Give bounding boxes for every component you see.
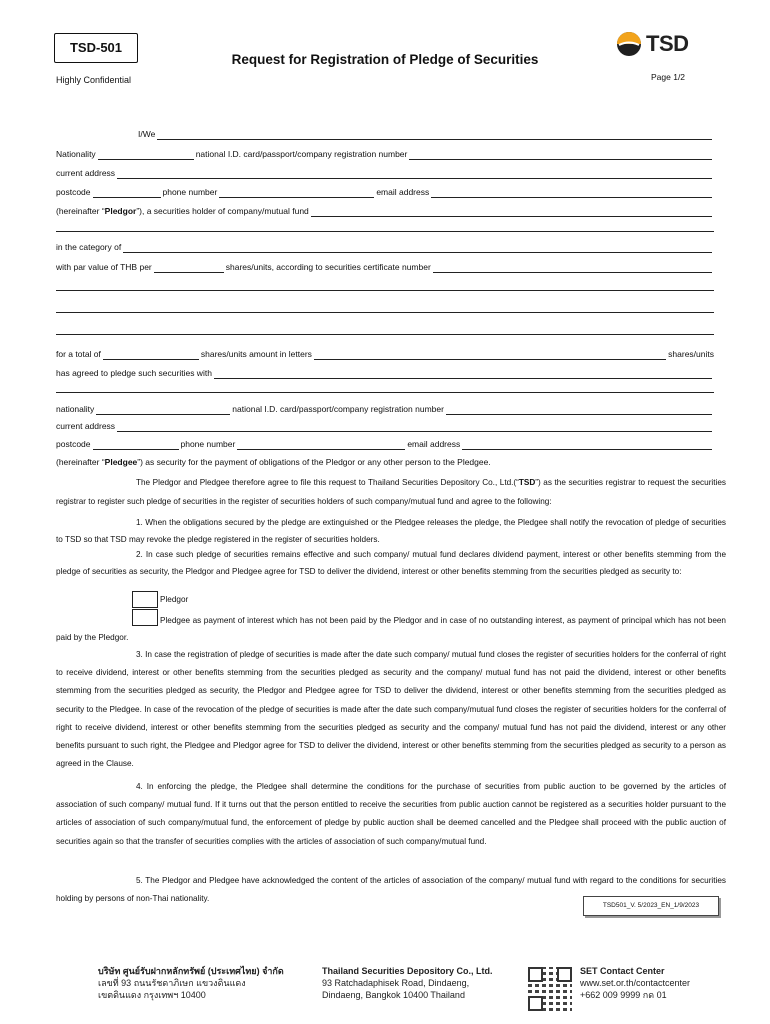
clause-1: 1. When the obligations secured by the pledge are extinguished or the Pledgee releases the pledge, the Pledgee shall notify the revocation of pledge of securities to TSD so that TSD may revoke the pledge registered in the register of securities holders. <box>56 518 726 544</box>
pledgee-hereinafter-prefix: (hereinafter “ <box>56 457 105 467</box>
certificate-line-2[interactable] <box>56 312 714 313</box>
qr-code-icon <box>528 967 572 1011</box>
nationality-field[interactable] <box>98 150 194 160</box>
shares-units-label: shares/units <box>668 349 714 359</box>
clause-4: 4. In enforcing the pledge, the Pledgee shall determine the conditions for the purchase of securities from public auction to be governed by the articles of association of such company/ mutual fund. If it turns out that the person entitled to receive the securities from public auction cannot be registered as a securities holder pursuant to the articles of association of such company/mutual fund, the enforcement of pledge by public auction shall be deemed cancelled and the Pledgee shall proceed with the public auction of securities again so that the transfer of securities complies with the articles of association of such company/mutual fund. <box>56 782 726 846</box>
certificate-number-field[interactable] <box>433 263 712 273</box>
clause-2: 2. In case such pledge of securities remains effective and such company/ mutual fund declares dividend payment, interest or other benefits stemming from the pledge of securities as security, the Pledgor and Pledgee agree for TSD to deliver the dividend, interest or other benefits stemming from the securities pledged as security to: <box>56 550 726 576</box>
agreed-label: has agreed to pledge such securities with <box>56 368 212 378</box>
pledgee-national-id-field[interactable] <box>446 405 712 415</box>
pledgee-national-id-label: national I.D. card/passport/company registration number <box>232 404 444 414</box>
contact-title: SET Contact Center <box>580 966 665 976</box>
iwe-field[interactable] <box>157 130 712 140</box>
version-label: TSD501_V. 5/2023_EN_1/9/2023 <box>583 896 719 916</box>
category-field[interactable] <box>123 243 712 253</box>
intro-tsd: TSD <box>518 478 536 487</box>
pledgee-postcode-label: postcode <box>56 439 91 449</box>
national-id-label: national I.D. card/passport/company registration number <box>195 149 408 159</box>
current-address-label: current address <box>56 168 116 178</box>
contact-phone: +662 009 9999 กด 01 <box>580 990 667 1000</box>
clause-5: 5. The Pledgor and Pledgee have acknowledged the content of the articles of association of the company/ mutual fund with regard to the conditions for securities holding by persons of non-Thai nationality. <box>56 876 726 903</box>
email-label: email address <box>376 187 430 197</box>
par-value-field[interactable] <box>154 263 224 273</box>
par-value-label: with par value of THB per <box>56 262 152 272</box>
pledgee-term: Pledgee <box>104 457 138 467</box>
footer-address2: Dindaeng, Bangkok 10400 Thailand <box>322 990 465 1000</box>
email-field[interactable] <box>431 188 712 198</box>
company-fund-field[interactable] <box>311 207 712 217</box>
postcode-label: postcode <box>56 187 91 197</box>
shares-letters-label: shares/units amount in letters <box>200 349 312 359</box>
certificate-line-3[interactable] <box>56 334 714 335</box>
category-label: in the category of <box>56 242 122 252</box>
total-field[interactable] <box>103 350 199 360</box>
pledgee-name-line[interactable] <box>56 392 714 393</box>
iwe-label: I/We <box>138 129 156 139</box>
footer-thai-line1: บริษัท ศูนย์รับฝากหลักทรัพย์ (ประเทศไทย) จำกัด <box>98 966 284 976</box>
amount-letters-field[interactable] <box>314 350 666 360</box>
pledgee-phone-field[interactable] <box>237 440 405 450</box>
national-id-field[interactable] <box>409 150 712 160</box>
intro-paragraph <box>56 474 726 511</box>
logo-text: TSD <box>646 31 689 56</box>
tsd-logo <box>615 30 689 58</box>
pledgee-hereinafter-suffix: ”) as security for the payment of obligations of the Pledgor or any other person to the Pledgee. <box>137 457 491 467</box>
phone-label: phone number <box>162 187 218 197</box>
pledgee-address-label: current address <box>56 421 116 431</box>
pledgor-checkbox[interactable] <box>132 591 158 608</box>
footer-thai <box>98 965 284 1001</box>
intro-post: ”) as the securities registrar to request the securities registrar to register such pledge of securities in the register of securities holders of such company/mutual fund and agree to the following: <box>56 478 726 506</box>
pledgee-nationality-field[interactable] <box>96 405 230 415</box>
footer-address1: 93 Ratchadaphisek Road, Dindaeng, <box>322 978 470 988</box>
pledgee-phone-label: phone number <box>180 439 236 449</box>
postcode-field[interactable] <box>93 188 161 198</box>
pledgee-email-field[interactable] <box>462 440 712 450</box>
footer-thai-line3: เขตดินแดง กรุงเทพฯ 10400 <box>98 990 206 1000</box>
option-pledgee: Pledgee as payment of interest which has not been paid by the Pledgor and in case of no outstanding interest, as payment of principal which has not been paid by the Pledgor. <box>56 616 726 642</box>
pledgee-name-field[interactable] <box>214 369 712 379</box>
pledgee-email-label: email address <box>407 439 461 449</box>
form-id-box: TSD-501 <box>54 33 138 63</box>
footer-thai-line2: เลขที่ 93 ถนนรัชดาภิเษก แขวงดินแดง <box>98 978 246 988</box>
footer-company: Thailand Securities Depository Co., Ltd. <box>322 966 493 976</box>
pledgee-address-field[interactable] <box>117 422 712 432</box>
hereinafter-suffix: ”), a securities holder of company/mutual fund <box>136 206 309 216</box>
contact-url[interactable]: www.set.or.th/contactcenter <box>580 978 691 988</box>
shares-cert-label: shares/units, according to securities certificate number <box>225 262 431 272</box>
certificate-line-1[interactable] <box>56 290 714 291</box>
pledgor-term: Pledgor <box>104 206 137 216</box>
nationality-label: Nationality <box>56 149 96 159</box>
intro-pre: The Pledgor and Pledgee therefore agree to file this request to Thailand Securities Depository Co., Ltd.(“ <box>136 478 519 487</box>
total-of-label: for a total of <box>56 349 101 359</box>
pledgee-nationality-label: nationality <box>56 404 95 414</box>
hereinafter-prefix: (hereinafter “ <box>56 206 105 216</box>
page-title: Request for Registration of Pledge of Securities <box>231 52 539 67</box>
pledgee-postcode-field[interactable] <box>93 440 179 450</box>
tsd-logo-icon <box>615 30 643 58</box>
option-pledgor: Pledgor <box>160 595 189 604</box>
footer-contact <box>580 965 690 1001</box>
footer-english <box>322 965 493 1001</box>
confidentiality-label: Highly Confidential <box>56 75 132 85</box>
clause-3: 3. In case the registration of pledge of securities is made after the date such company/ mutual fund closes the register of securities holders for the conferral of right to receive dividend, interest or other benefits stemming from the securities pledged as security and the company/ mutual fund has not paid the dividend, interest or other benefits stemming from the securities pledged as security, the Pledgor and Pledgee agree for TSD to deliver the dividend, interest or other benefits stemming from the securities pledged as security to the Pledgee. In case of the revocation of the pledge of securities is made after the date such company/mutual fund closes the register of securities holders for the conferral of right to receive dividend, interest or other benefits stemming from the securities pledged as security and the company/ mutual fund has not paid the dividend, interest or any other benefits pursuant to such right, the Pledgee and Pledgor agree for TSD to deliver the dividend, interest or other benefits stemming from the securities pledged as security to a person as agreed in the Clause. <box>56 650 726 769</box>
blank-line[interactable] <box>56 231 714 232</box>
page-number: Page 1/2 <box>651 72 686 82</box>
current-address-field[interactable] <box>117 169 712 179</box>
phone-field[interactable] <box>219 188 374 198</box>
